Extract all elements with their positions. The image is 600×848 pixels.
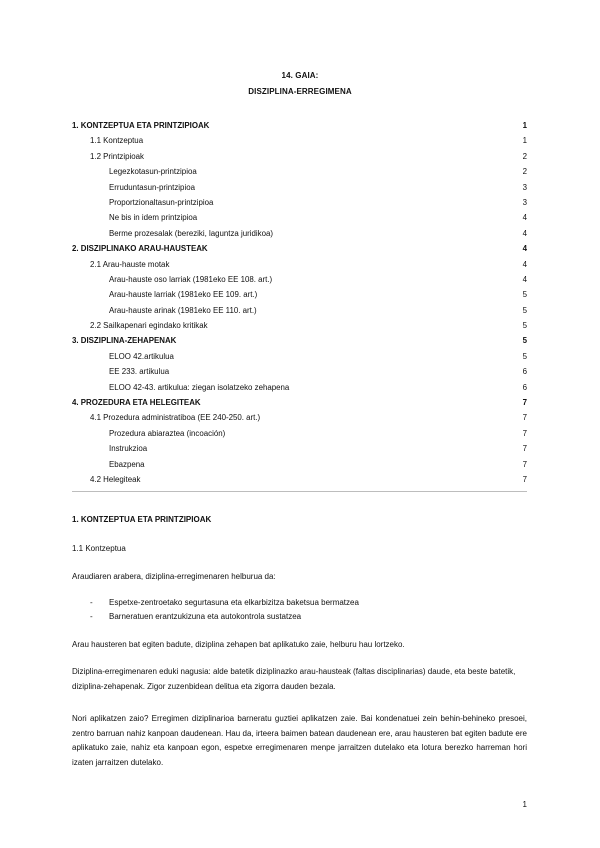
toc-entry[interactable]: EE 233. artikulua 6 (72, 364, 527, 379)
toc-entry[interactable]: 2.2 Sailkapenari egindako kritikak 5 (72, 318, 527, 333)
toc-entry[interactable]: Arau-hauste arinak (1981eko EE 110. art.) 5 (72, 303, 527, 318)
toc-page-number: 7 (522, 444, 527, 454)
toc-page-number: 7 (522, 474, 527, 484)
toc-page-number: 3 (522, 197, 527, 207)
toc-entry[interactable]: ELOO 42-43. artikulua: ziegan isolatzeko zehapena 6 (72, 380, 527, 395)
toc-page-number: 2 (522, 167, 527, 177)
intro-paragraph: Araudiaren arabera, diziplina-erregimenaren helburua da: (72, 572, 276, 581)
toc-entry[interactable]: 4.1 Prozedura administratiboa (EE 240-250. art.) 7 (72, 410, 527, 425)
list-item: - Espetxe-zentroetako segurtasuna eta elkarbizitza baketsua bermatzea (72, 596, 527, 610)
toc-page-number: 5 (522, 351, 527, 361)
toc-page-number: 7 (522, 459, 527, 469)
toc-entry[interactable]: 1.1 Kontzeptua 1 (72, 133, 527, 148)
toc-page-number: 7 (522, 428, 527, 438)
table-of-contents (72, 118, 527, 487)
toc-entry[interactable]: 2. DISZIPLINAKO ARAU-HAUSTEAK 4 (72, 241, 527, 256)
toc-entry[interactable]: ELOO 42.artikulua 5 (72, 349, 527, 364)
paragraph: Nori aplikatzen zaio? Erregimen diziplinarioa barneratu guztiei aplikatzen zaie. Bai kondenatuei zein behin-behineko presoei, zentro barruan nahiz kanpoan daudenean. Hau da, irteera baimen batean daudenean ere, arau hausteren bat egiten badute ere aplikatuko zaie, nahiz eta kanpoan egon, espetxe erregimenaren menpe jarraitzen dutelako eta lotura berezko harreman hori izaten jarraitzen dutelako. (72, 714, 527, 767)
doc-title: DISZIPLINA-ERREGIMENA (248, 87, 352, 96)
toc-entry[interactable]: Instrukzioa 7 (72, 441, 527, 456)
bullet-marker: - (90, 598, 93, 607)
toc-entry[interactable]: Ne bis in idem printzipioa 4 (72, 210, 527, 225)
toc-page-number: 6 (522, 367, 527, 377)
toc-page-number: 4 (522, 274, 527, 284)
toc-divider (72, 491, 527, 492)
toc-page-number: 1 (522, 121, 527, 130)
toc-entry[interactable]: 1.2 Printzipioak 2 (72, 149, 527, 164)
toc-page-number: 4 (522, 259, 527, 269)
toc-page-number: 5 (522, 321, 527, 331)
toc-page-number: 4 (522, 244, 527, 254)
section-heading: 1. KONTZEPTUA ETA PRINTZIPIOAK (72, 515, 212, 524)
toc-page-number: 4 (522, 228, 527, 238)
doc-title-number: 14. GAIA: (281, 71, 319, 80)
bullet-marker: - (90, 612, 93, 621)
bullet-list (72, 596, 527, 624)
toc-entry[interactable]: Berme prozesalak (bereziki, laguntza juridikoa) 4 (72, 226, 527, 241)
toc-entry[interactable]: 4. PROZEDURA ETA HELEGITEAK 7 (72, 395, 527, 410)
toc-entry[interactable]: 4.2 Helegiteak 7 (72, 472, 527, 487)
toc-page-number: 5 (522, 305, 527, 315)
toc-page-number: 7 (522, 398, 527, 408)
toc-page-number: 1 (522, 136, 527, 146)
toc-entry[interactable]: Erruduntasun-printzipioa 3 (72, 180, 527, 195)
toc-entry[interactable]: Proportzionaltasun-printzipioa 3 (72, 195, 527, 210)
page-number: 1 (522, 800, 527, 809)
toc-entry[interactable]: Arau-hauste larriak (1981eko EE 109. art.) 5 (72, 287, 527, 302)
toc-entry[interactable]: Legezkotasun-printzipioa 2 (72, 164, 527, 179)
toc-page-number: 3 (522, 182, 527, 192)
toc-entry[interactable]: 2.1 Arau-hauste motak 4 (72, 257, 527, 272)
toc-entry[interactable]: Arau-hauste oso larriak (1981eko EE 108. art.) 4 (72, 272, 527, 287)
toc-page-number: 5 (522, 290, 527, 300)
toc-page-number: 7 (522, 413, 527, 423)
list-item: - Barneratuen erantzukizuna eta autokontrola sustatzea (72, 610, 527, 624)
toc-page-number: 2 (522, 151, 527, 161)
toc-entry[interactable]: Ebazpena 7 (72, 457, 527, 472)
toc-page-number: 4 (522, 213, 527, 223)
toc-entry[interactable]: 1. KONTZEPTUA ETA PRINTZIPIOAK 1 (72, 118, 527, 133)
toc-entry[interactable]: 3. DISZIPLINA-ZEHAPENAK 5 (72, 333, 527, 348)
subsection-heading: 1.1 Kontzeptua (72, 544, 126, 553)
toc-entry[interactable]: Prozedura abiaraztea (incoación) 7 (72, 426, 527, 441)
paragraph: Arau hausteren bat egiten badute, diziplina zehapen bat aplikatuko zaie, helburu hau lortzeko. (72, 640, 405, 649)
paragraph: Diziplina-erregimenaren eduki nagusia: alde batetik diziplinazko arau-hausteak (faltas disciplinarias) daude, eta beste batetik, diziplina-zehapenak. Zigor zuzenbidean delitua eta zigorra dauden bezala. (72, 667, 516, 691)
toc-page-number: 5 (522, 336, 527, 346)
toc-page-number: 6 (522, 382, 527, 392)
